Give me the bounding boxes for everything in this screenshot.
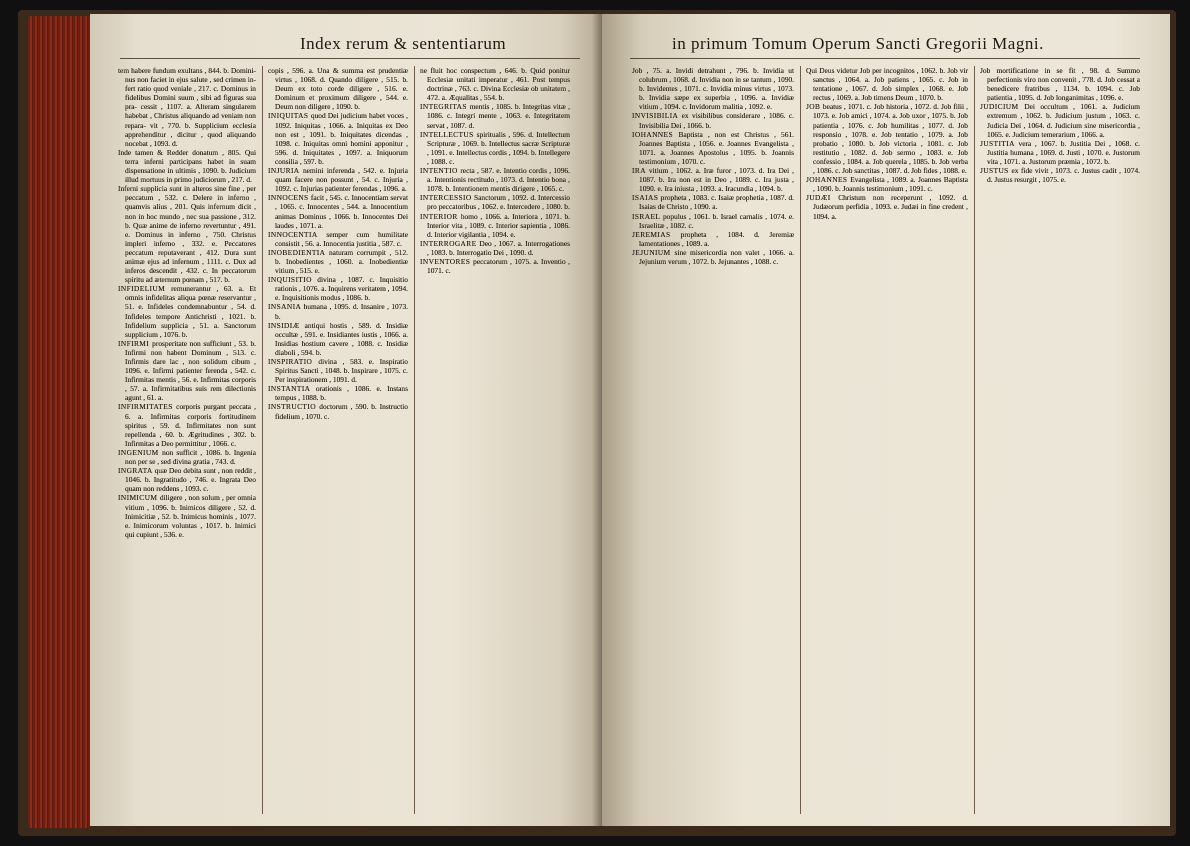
index-entry-text: populus , 1061. b. Israel carnalis , 1074. e. Israelitæ , 1082. c. [639, 211, 794, 230]
index-headword: INSTRUCTIO [268, 402, 320, 412]
index-entry [632, 248, 794, 266]
index-entry-text: Qui Deus videtur Job per incognitos , 1062. b. Job vir sanctus , 1064. a. Job patiens , 1065. c. Job in tentatione , 1067. d. Job simplex , 1068. e. Job rectus , 1069. a. Job timens Deum , 1070. b. [806, 66, 968, 103]
index-headword: JUSTUS [980, 166, 1012, 176]
left-column-rule-2 [414, 66, 415, 814]
index-entry [632, 193, 794, 211]
index-headword: INTERIOR [420, 211, 461, 221]
index-entry-text: quæ Deo debita sunt , non reddit , 1046. b. Ingratitudo , 746. e. Ingrata Deo quam non reddens , 1093. c. [125, 466, 256, 494]
index-entry [806, 66, 968, 102]
index-entry [268, 111, 408, 166]
index-entry-text: diligere , non solum , per omnia vitium , 1096. b. Inimicos diligere , 52. d. Inimicitiæ , 52. b. Inimicus hominis , 1077. e. Inimicorum voluntas , 1017. b. Inimici qui cupiunt , 536. e. [125, 493, 256, 539]
index-entry-text: humana , 1095. d. Insanire , 1073. b. [275, 302, 408, 321]
index-headword: IOHANNES [632, 129, 679, 139]
right-column-3 [980, 66, 1140, 814]
index-entry-text: sine misericordia non valet , 1066. a. Jejunium verum , 1072. b. Jejunantes , 1088. c. [639, 247, 794, 266]
index-entry-text: quod Dei judicium habet voces , 1092. Iniquitas , 1066. a. Iniquitas ex Deo non est , 1091. b. Iniquitates dicendas , 1098. c. Iniquitas omni homini apponitur , 596. d. Iniquitates , 1097. a. Iniquorum consilia , 597. b. [275, 111, 408, 166]
index-entry [420, 66, 570, 102]
index-headword: JEREMIAS [632, 229, 681, 239]
index-entry-text: propheta , 1084. d. Jeremiæ lamentationes , 1089. a. [639, 229, 794, 248]
index-headword: IRA [632, 166, 649, 176]
index-entry [632, 111, 794, 129]
index-entry [632, 230, 794, 248]
left-page [90, 14, 602, 826]
index-entry [118, 284, 256, 339]
index-entry [268, 166, 408, 193]
index-entry [118, 448, 256, 466]
index-headword: JOB [806, 102, 823, 112]
index-headword: JEJUNIUM [632, 247, 675, 257]
index-entry [118, 148, 256, 184]
left-column-1 [118, 66, 256, 814]
index-entry [118, 493, 256, 538]
index-headword: INFIRMITATES [118, 402, 177, 412]
index-entry [268, 248, 408, 275]
index-headword: INIMICUM [118, 493, 160, 503]
index-entry [420, 130, 570, 166]
index-entry [806, 102, 968, 175]
index-entry-text: semper cum humilitate consistit , 56. a. Innocentia justitia , 587. c. [275, 229, 408, 248]
index-headword: INFIDELIUM [118, 284, 172, 294]
index-entry [268, 193, 408, 229]
index-entry [420, 102, 570, 129]
index-headword: INFIRMI [118, 338, 153, 348]
index-entry-text: vera , 1067. b. Justitia Dei , 1068. c. Justitia humana , 1069. d. Justi , 1070. e. Justorum vita , 1071. a. Justorum præmia , 1072. b. [987, 138, 1140, 166]
right-column-1 [632, 66, 794, 814]
index-entry-text: Christum non receperunt , 1092. d. Judæorum perfidia , 1093. e. Judæi in fine credent , 1094. a. [813, 193, 968, 221]
index-entry [980, 102, 1140, 138]
index-entry-text: Job mortificatione in se fit , 98. d. Summo perfectionis viro non convenit , 778. d. Job cessat a benedicere fratribus , 1134. b. 1094. c. Job patientia , 1095. d. Job longanimitas , 1096. e. [980, 66, 1140, 103]
index-entry [268, 384, 408, 402]
index-entry [632, 66, 794, 111]
index-headword: ISAIAS [632, 193, 661, 203]
left-running-head: Index rerum & sententiarum [300, 34, 507, 53]
index-entry [632, 166, 794, 193]
index-entry [268, 321, 408, 357]
index-entry-text: beatus , 1071. c. Job historia , 1072. d. Job filii , 1073. e. Job amici , 1074. a. Job uxor , 1075. b. Job patientia , 1076. c. Job humilitas , 1077. d. Job responsio , 1078. e. Job tentatio , 1079. a. Job probatio , 1080. b. Job victoria , 1081. c. Job restitutio , 1082. d. Job sermo , 1083. e. Job confessio , 1084. a. Job querela , 1085. b. Job verba , 1086. c. Job sanctitas , 1087. d. Job fides , 1088. e. [813, 102, 968, 176]
index-entry [268, 275, 408, 302]
index-entry-text: Sanctorum , 1092. d. Intercessio pro peccatoribus , 1062. e. Intercedere , 1080. b. [427, 193, 570, 212]
index-headword: INTERCESSIO [420, 193, 475, 203]
index-headword: INVISIBILIA [632, 111, 682, 121]
index-entry-text: Evangelista , 1089. a. Joannes Baptista , 1090. b. Joannis testimonium , 1091. c. [813, 175, 968, 194]
index-entry-text: Job , 75. a. Invidi detrahunt , 796. b. Invidia ut colubrum , 1068. d. Invidia non in se tantum , 1090. b. Invidentes , 1071. c. Invidia minus virtus , 1073. b. Invidia sæpe ex superbia , 1096. a. Invidiæ vitium , 1094. c. Invidorum malitia , 1092. e. [632, 66, 794, 112]
index-entry [118, 339, 256, 403]
page-edges-red [28, 16, 90, 828]
index-headword: JUSTITIA [980, 138, 1019, 148]
index-entry [420, 257, 570, 275]
index-headword: INSTANTIA [268, 384, 316, 394]
left-column-rule-1 [262, 66, 263, 814]
index-headword: JOHANNES [806, 175, 851, 185]
index-entry-text: mentis , 1085. b. Integritas vitæ , 1086. c. Integri mente , 1063. e. Integritatem servat , 1087. d. [427, 102, 570, 130]
index-entry [118, 466, 256, 493]
index-entry-text: Inferni supplicia sunt in alteros sine fine , per peccatum , 532. c. Delere in inferno , quamvis alius , 201. Quis infernum dicit , non in hoc mundo , nec sua passione , 312. b. Quæ anime de inferno revertuntur , 491. e. Dominus in inferno , 750. Christus impleri inferno , 332. e. Peccatores peccatum reputaverant , 412. Dura sunt animæ ejus ad infernum , 1111. c. Dux ad inferos descendit , 432. c. In peccatorum spiritu ad æternum pœnam , 517. b. [118, 184, 256, 285]
index-headword: INSIDIÆ [268, 320, 305, 330]
index-headword: INTERROGARE [420, 238, 480, 248]
index-entry-text: vitium , 1062. a. Iræ furor , 1073. d. Ira Dei , 1087. b. Ira non est in Deo , 1089. c. Ira justa , 1090. e. Ira iniusta , 1093. a. Iracundia , 1094. b. [639, 166, 794, 194]
index-entry [268, 302, 408, 320]
index-entry-text: Deo , 1067. a. Interrogationes , 1083. b. Interrogatio Dei , 1090. d. [427, 238, 570, 257]
index-entry [420, 193, 570, 211]
left-column-2 [268, 66, 408, 814]
index-entry-text: Dei occultum , 1061. a. Judicium extremum , 1062. b. Judicium justum , 1063. c. Judicia Dei , 1064. d. Judicium sine misericordia , 1065. e. Judicium temerarium , 1066. a. [987, 102, 1140, 139]
index-headword: INTEGRITAS [420, 102, 470, 112]
index-entry [632, 212, 794, 230]
index-entry [118, 402, 256, 447]
index-headword: INSANIA [268, 302, 304, 312]
index-entry-text: divina , 583. e. Inspiratio Spiritus Sancti , 1048. b. Inspirare , 1075. c. Per inspirationem , 1091. d. [275, 357, 408, 385]
index-entry-text: prosperitate non sufficiunt , 53. b. Infirmi non habent Dominum , 513. c. Infirmis dare lac , non solidum cibum , 1096. e. Infirmi patienter ferenda , 542. c. Infirmitas mentis , 56. e. Infirmitas corporis , 57. a. Infirmitatibus suis rem dilectionis agunt , 61. a. [125, 338, 256, 403]
index-entry [980, 139, 1140, 166]
index-entry-text: antiqui hostis , 589. d. Insidiæ occultæ , 591. e. Insidiantes iustis , 1066. a. Insidias hostium cavere , 1088. c. Insidiæ diaboli , 594. b. [275, 320, 408, 357]
right-column-rule-1 [800, 66, 801, 814]
right-head-rule [630, 58, 1140, 59]
index-entry-text: divina , 1087. c. Inquisitio rationis , 1076. a. Inquirens veritatem , 1094. e. Inquisitionis modus , 1086. b. [275, 275, 408, 303]
index-entry-text: facit , 545. c. Innocentiam servat , 1065. c. Innocentes , 544. a. Innocentium animas Dominus , 1066. b. Innocentes Dei laudes , 1071. a. [275, 193, 408, 230]
right-page [602, 14, 1170, 826]
index-entry [268, 402, 408, 420]
index-entry-text: nemini inferenda , 542. e. Injuria quam facere non possunt , 54. c. Injuria , 1092. c. Injurias patienter ferendas , 1096. a. [275, 166, 408, 194]
index-entry [420, 212, 570, 239]
index-headword: INVENTORES [420, 256, 474, 266]
index-entry-text: homo , 1066. a. Interiora , 1071. b. Interior vita , 1089. c. Interior sapientia , 1086. d. Interior vigilantia , 1094. e. [427, 211, 570, 239]
index-headword: INTELLECTUS [420, 129, 477, 139]
left-head-rule [120, 58, 580, 59]
index-entry-text: recta , 587. e. Intentio cordis , 1096. a. Intentionis rectitudo , 1073. d. Intentio bona , 1078. b. Intentionem mentis dirigere , 1065. c. [427, 166, 570, 194]
index-entry-text: Baptista , non est Christus , 561. Joannes Baptista , 1056. e. Joannes Evangelista , 1071. a. Joannes Apostolus , 1095. b. Joannis testimonium , 1070. c. [639, 129, 794, 166]
index-headword: INIQUITAS [268, 111, 311, 121]
index-entry [806, 193, 968, 220]
index-headword: INSPIRATIO [268, 357, 319, 366]
index-entry-text: naturam corrumpit , 512. b. Inobedientes , 1060. a. Inobedientiæ vitium , 515. e. [275, 247, 408, 276]
index-headword: INTENTIO [420, 166, 461, 176]
right-column-rule-2 [974, 66, 975, 814]
index-entry [806, 175, 968, 193]
index-headword: INJURIA [268, 166, 303, 176]
index-entry [420, 239, 570, 257]
left-column-3 [420, 66, 570, 814]
index-entry [268, 357, 408, 384]
index-entry-text: peccatorum , 1075. a. Inventio , 1071. c. [427, 256, 570, 276]
index-entry [420, 166, 570, 193]
index-headword: INGENIUM [118, 447, 163, 457]
index-entry [268, 66, 408, 111]
index-entry [268, 230, 408, 248]
index-entry-text: propheta , 1083. c. Isaiæ prophetia , 1087. d. Isaias de Christo , 1090. a. [639, 193, 794, 212]
index-entry [632, 130, 794, 166]
index-entry-text: ne fluit hoc conspectum , 646. b. Quid ponitur Ecclesiæ unitati imperatur , 461. Post tempus doctrinæ , 763. c. Divina Ecclesiæ ob unitatem , 472. a. Æqualitas , 554. b. [420, 66, 570, 103]
index-headword: INNOCENTIA [268, 229, 327, 239]
index-entry-text: corporis purgant peccata , 6. a. Infirmitas corporis fortitudinem spiritus , 59. d. Infirmitates non sunt repellenda , 60. b. Ægritudines , 302. b. Infirmitas a Deo permittitur , 1066. c. [125, 402, 256, 448]
index-entry-text: Inde tamen & Redder donatum , 805. Qui terra inferni participans habet in suam dispensatione in ultimis , 1090. b. Judicium illud mortuus in primo judiciorum , 217. d. [118, 147, 256, 185]
index-entry-text: spiritualis , 596. d. Intellectum Scripturæ , 1069. b. Intellectus sacræ Scripturæ , 1091. e. Intellectus cordis , 1094. b. Intellegere , 1088. c. [427, 129, 570, 166]
index-entry-text: remunerantur , 63. a. Et omnis infidelitas aliqua pœnæ reservantur , 51. e. Infideles condemnabuntur , 54. d. Infideles tempore Antichristi , 1021. b. Infidelium supplicia , 51. a. Sanctorum supplicium , 1076. b. [125, 284, 256, 339]
index-headword: JUDÆI [806, 193, 839, 203]
index-entry-text: ex visibilibus considerare , 1086. c. Invisibilia Dei , 1066. b. [639, 111, 794, 130]
index-headword: JUDICIUM [980, 102, 1025, 112]
index-entry-text: orationis , 1086. e. Instans tempus , 1088. b. [275, 384, 408, 403]
right-running-head: in primum Tomum Operum Sancti Gregorii Magni. [672, 34, 1044, 53]
index-entry [118, 66, 256, 148]
index-entry-text: ex fide vivit , 1073. c. Justus cadit , 1074. d. Justus resurgit , 1075. e. [987, 166, 1140, 185]
index-entry-text: doctorum , 590. b. Instructio fidelium , 1070. c. [275, 402, 408, 421]
index-entry-text: copis , 596. a. Una & summa est prudentiæ virtus , 1068. d. Quando diligere , 515. b. Deum ex toto corde diligere , 516. e. Dominum et proximum diligere , 544. e. Deum non diligere , 1090. b. [268, 66, 408, 112]
index-entry [980, 66, 1140, 102]
right-column-2 [806, 66, 968, 814]
index-headword: INOBEDIENTIA [268, 247, 329, 257]
index-entry-text: tem habere fundum exultans , 844. b. Domini-nus non faciet in ejus salute , sed crimen in- fert ratio quod veniale , 217. c. Dominus in fidelibus Domini suum , sibi ad figuras sua pra- cessit , 1107. a. Alteram singularem habebat , Christus aliquando ad veniam non repara- vit , 770. b. Supplicium ecclesia apprehenditur , dicitur , quod aliquando nocebat , 1093. d. [118, 66, 256, 148]
index-entry-text: non sufficit , 1086. b. Ingenia non per se , sed divina gratia , 743. d. [125, 447, 256, 467]
index-headword: ISRAEL [632, 211, 663, 221]
index-headword: INNOCENS [268, 193, 311, 203]
index-headword: INQUISITIO [268, 275, 318, 285]
index-entry [118, 184, 256, 284]
index-entry [980, 166, 1140, 184]
index-headword: INGRATA [118, 466, 155, 476]
